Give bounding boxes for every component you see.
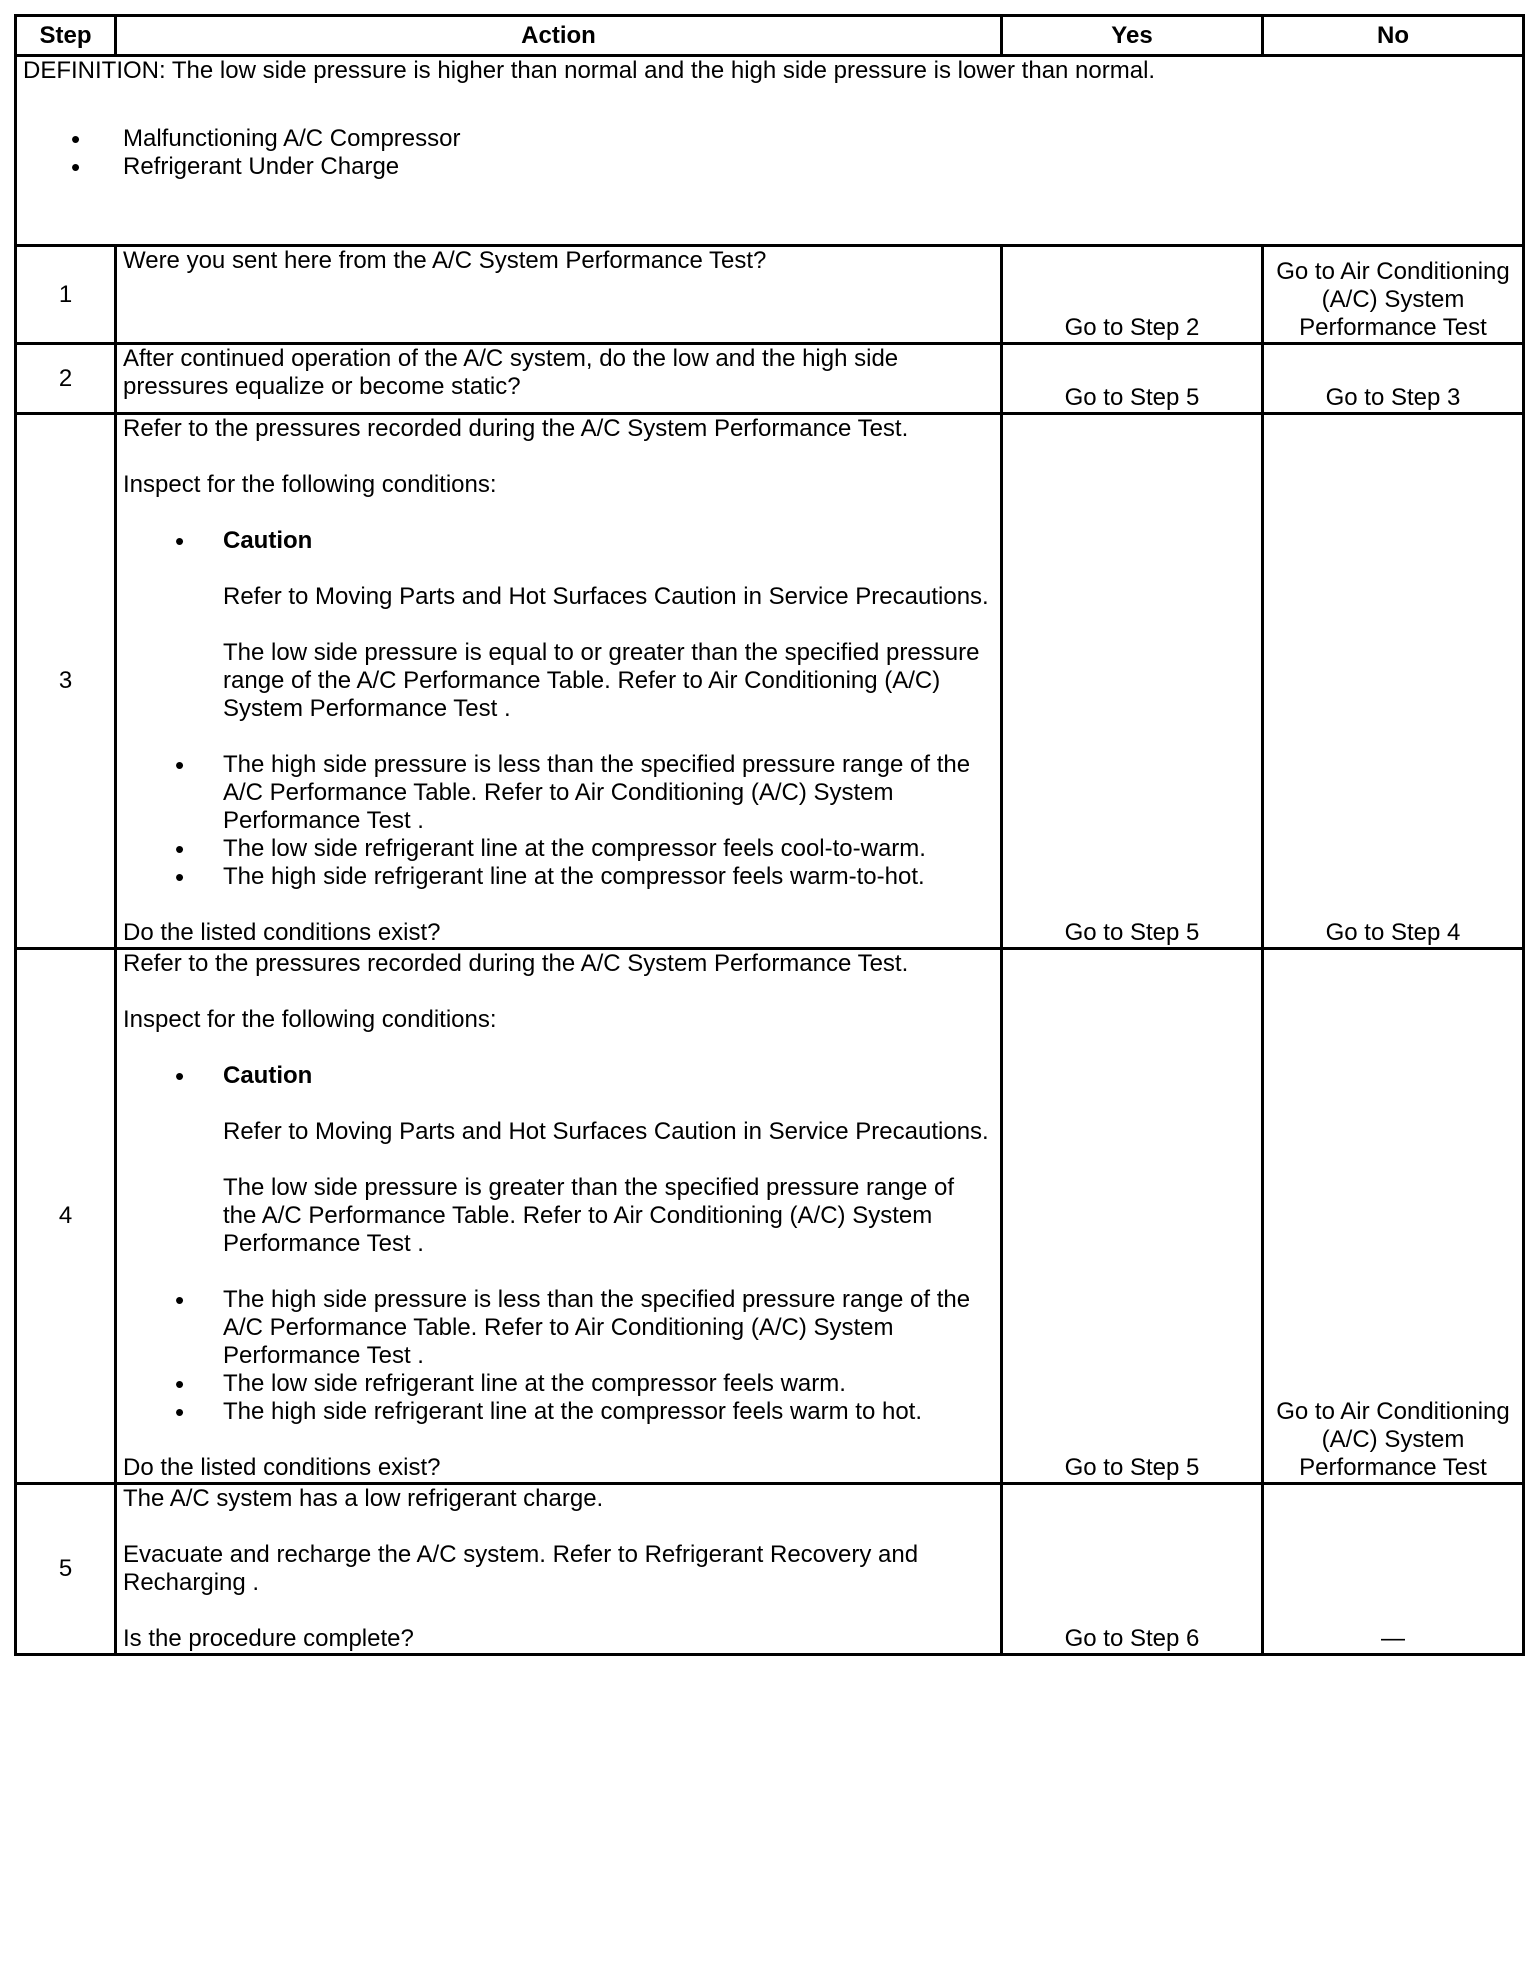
step-row-1 <box>16 246 1524 344</box>
action-text: The A/C system has a low refrigerant charge. <box>123 1485 604 1512</box>
definition-cell <box>16 56 1524 246</box>
action-text: Evacuate and recharge the A/C system. Refer to Refrigerant Recovery and Recharging . <box>123 1541 919 1596</box>
list-item: • Caution <box>175 526 313 556</box>
step-row-2 <box>16 344 1524 414</box>
definition-text: DEFINITION: The low side pressure is higher than normal and the high side pressure is lower than normal. <box>23 57 1156 84</box>
step-row-4 <box>16 949 1524 1484</box>
list-item: • The low side refrigerant line at the compressor feels warm. <box>175 1369 846 1399</box>
list-item: • Refrigerant Under Charge <box>23 153 1516 181</box>
caution-text: Refer to Moving Parts and Hot Surfaces Caution in Service Precautions. <box>223 583 989 610</box>
condition-list <box>123 751 994 891</box>
step-row-3 <box>16 414 1524 949</box>
caution-title: Caution <box>223 527 313 554</box>
step-number: 5 <box>16 1484 116 1655</box>
action-inspect: Inspect for the following conditions: <box>123 471 497 498</box>
diagnostic-table <box>14 14 1525 1656</box>
list-item: • The high side refrigerant line at the compressor feels warm to hot. <box>175 1397 922 1427</box>
header-no: No <box>1263 16 1524 56</box>
no-result: Go to Air Conditioning (A/C) System Performance Test <box>1263 949 1524 1484</box>
diagnostic-table-container <box>14 14 1522 1656</box>
yes-result: Go to Step 6 <box>1002 1484 1263 1655</box>
action-text: After continued operation of the A/C system, do the low and the high side pressures equalize or become static? <box>123 345 899 400</box>
action-text: Were you sent here from the A/C System Performance Test? <box>123 247 767 274</box>
action-question: Is the procedure complete? <box>123 1625 414 1652</box>
condition-list <box>123 527 994 555</box>
action-inspect: Inspect for the following conditions: <box>123 1006 497 1033</box>
condition-list <box>123 1286 994 1426</box>
header-yes: Yes <box>1002 16 1263 56</box>
caution-title: Caution <box>223 1062 313 1089</box>
condition-lead: The low side pressure is equal to or greater than the specified pressure range of the A/C Performance Table. Refer to Air Conditioning (A/C) System Performance Test . <box>223 639 980 722</box>
action-question: Do the listed conditions exist? <box>123 1454 441 1481</box>
no-result: — <box>1263 1484 1524 1655</box>
yes-result: Go to Step 5 <box>1002 949 1263 1484</box>
list-item: • The high side pressure is less than the specified pressure range of the A/C Performance Table. Refer to Air Conditioning (A/C) System Performance Test . <box>175 750 971 834</box>
action-intro: Refer to the pressures recorded during the A/C System Performance Test. <box>123 950 909 977</box>
step-action <box>116 246 1002 344</box>
step-number: 1 <box>16 246 116 344</box>
yes-result: Go to Step 2 <box>1002 246 1263 344</box>
list-item: • The high side pressure is less than the specified pressure range of the A/C Performance Table. Refer to Air Conditioning (A/C) System Performance Test . <box>175 1285 971 1369</box>
header-action: Action <box>116 16 1002 56</box>
list-item: • The low side refrigerant line at the compressor feels cool-to-warm. <box>175 834 926 864</box>
step-number: 2 <box>16 344 116 414</box>
definition-row <box>16 56 1524 246</box>
no-result: Go to Step 4 <box>1263 414 1524 949</box>
list-item: • The high side refrigerant line at the compressor feels warm-to-hot. <box>175 862 925 892</box>
yes-result: Go to Step 5 <box>1002 414 1263 949</box>
condition-lead: The low side pressure is greater than the specified pressure range of the A/C Performance Table. Refer to Air Conditioning (A/C) System Performance Test . <box>223 1174 955 1257</box>
no-result: Go to Step 3 <box>1263 344 1524 414</box>
step-action <box>116 344 1002 414</box>
action-question: Do the listed conditions exist? <box>123 919 441 946</box>
step-row-5 <box>16 1484 1524 1655</box>
yes-result: Go to Step 5 <box>1002 344 1263 414</box>
caution-text: Refer to Moving Parts and Hot Surfaces Caution in Service Precautions. <box>223 1118 989 1145</box>
header-row <box>16 16 1524 56</box>
condition-list <box>123 1062 994 1090</box>
action-intro: Refer to the pressures recorded during the A/C System Performance Test. <box>123 415 909 442</box>
list-item: • Caution <box>175 1061 313 1091</box>
header-step: Step <box>16 16 116 56</box>
list-item: • Malfunctioning A/C Compressor <box>23 125 1516 153</box>
step-action <box>116 414 1002 949</box>
no-result: Go to Air Conditioning (A/C) System Performance Test <box>1263 246 1524 344</box>
step-action <box>116 949 1002 1484</box>
step-number: 3 <box>16 414 116 949</box>
definition-list <box>23 125 1516 181</box>
step-number: 4 <box>16 949 116 1484</box>
step-action <box>116 1484 1002 1655</box>
